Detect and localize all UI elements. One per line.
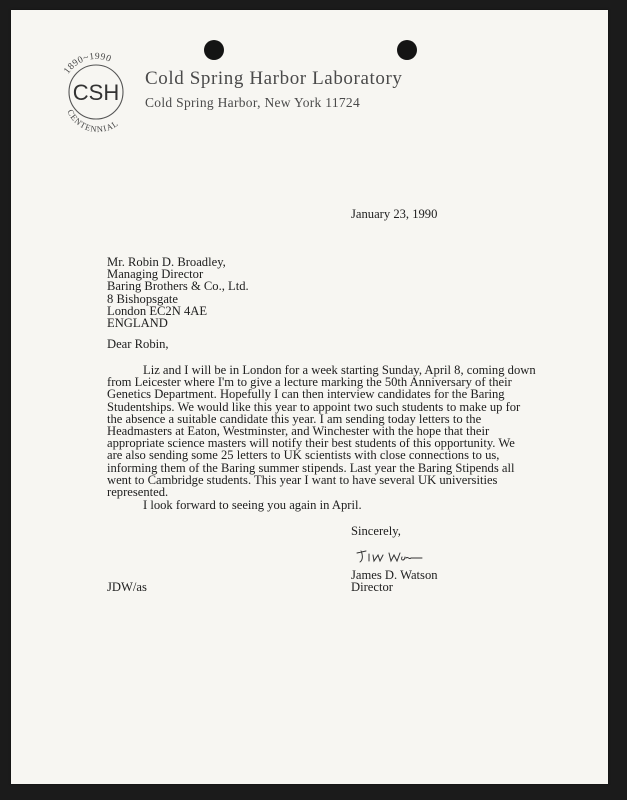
recipient-line: Mr. Robin D. Broadley, — [107, 255, 226, 269]
body-line: Studentships. We would like this year to appoint two such students to make up for — [107, 399, 521, 414]
body-line: are also sending some 25 letters to UK scientists with close connections to us, — [107, 448, 500, 463]
body-line: from Leicester where I'm to give a lecture marking the 50th Anniversary of their — [107, 375, 512, 390]
body-line: Genetics Department. Hopefully I can then interview candidates for the Baring — [107, 387, 505, 402]
handwritten-signature — [355, 545, 425, 567]
body-paragraph-2: I look forward to seeing you again in April. — [143, 498, 362, 512]
letter-page — [11, 10, 608, 784]
body-line: went to Cambridge students. This year I want to have several UK universities — [107, 472, 498, 487]
logo-ring — [65, 108, 120, 135]
recipient-line: Baring Brothers & Co., Ltd. — [107, 279, 249, 294]
binder-hole-right — [397, 40, 417, 60]
body-line: appropriate science masters will notify their best students of this opportunity. We — [107, 436, 515, 451]
letter-date: January 23, 1990 — [351, 207, 438, 221]
logo-initials: CSH — [72, 80, 120, 105]
recipient-line: 8 Bishopsgate — [107, 291, 179, 306]
body-line: Headmasters at Eaton, Westminster, and Winchester with the hope that their — [107, 424, 490, 439]
signer-title: Director — [351, 580, 393, 594]
recipient-address — [107, 256, 249, 329]
body-paragraph-1 — [107, 364, 567, 498]
body-line: Liz and I will be in London for a week starting Sunday, April 8, coming down — [143, 363, 536, 377]
signer-name: James D. Watson — [351, 568, 438, 582]
institution-name: Cold Spring Harbor Laboratory — [145, 68, 403, 89]
recipient-line: ENGLAND — [107, 316, 168, 331]
recipient-line: Managing Director — [107, 267, 204, 282]
logo-ring-text: CENTENNIAL — [65, 107, 121, 135]
closing: Sincerely, — [351, 524, 401, 538]
recipient-line: London EC2N 4AE — [107, 303, 208, 318]
body-line: the absence a suitable candidate this year. I am sending today letters to the — [107, 411, 482, 426]
body-line: represented. — [107, 485, 169, 500]
logo-years-text: 1890~1990 — [62, 51, 113, 77]
institution-address: Cold Spring Harbor, New York 11724 — [145, 95, 361, 110]
csh-centennial-logo — [51, 47, 141, 137]
salutation: Dear Robin, — [107, 337, 169, 351]
logo-years — [62, 52, 112, 76]
body-line: informing them of the Baring summer stipends. Last year the Baring Stipends all — [107, 460, 515, 475]
typist-initials: JDW/as — [107, 580, 147, 594]
binder-hole-left — [204, 40, 224, 60]
